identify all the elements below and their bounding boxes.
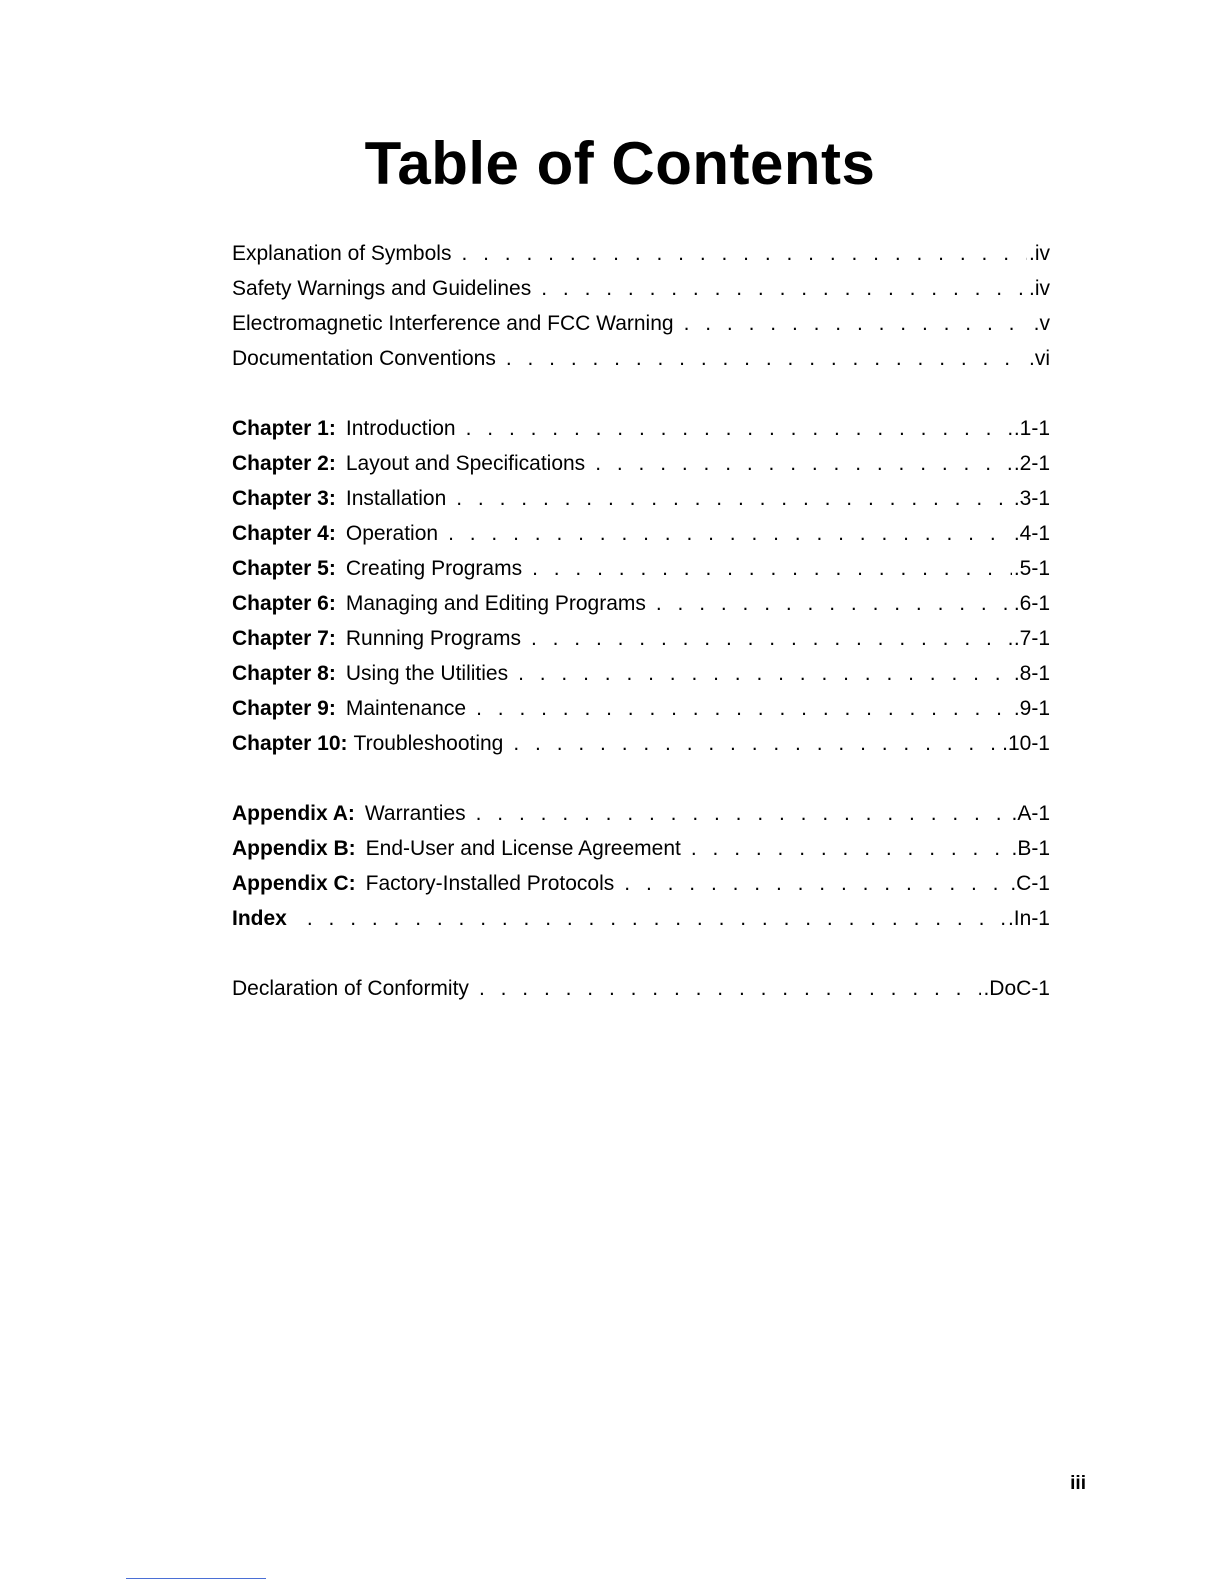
chapter-title: Maintenance	[345, 697, 467, 720]
dot-leader	[476, 691, 1012, 726]
chapter-title: Using the Utilities	[345, 662, 509, 685]
chapter-title: Creating Programs	[345, 557, 523, 580]
chapter-title: Layout and Specifications	[345, 452, 586, 475]
toc-entry-label	[232, 726, 503, 761]
toc-entry-chapter-8[interactable]	[232, 656, 1050, 691]
toc-entry-chapter-2[interactable]	[232, 446, 1050, 481]
dot-leader	[448, 516, 1012, 551]
chapter-title: Running Programs	[345, 627, 521, 650]
toc-entry-label	[232, 656, 508, 691]
toc-entry-label	[232, 621, 521, 656]
toc-entry-emi-fcc-warning[interactable]	[232, 306, 1050, 341]
chapter-prefix: Chapter 8:	[232, 662, 336, 685]
toc-entry-page: .C-1	[1010, 872, 1050, 895]
chapter-prefix: Chapter 6:	[232, 592, 336, 615]
chapter-title: Managing and Editing Programs	[345, 592, 646, 615]
toc-entry-chapter-4[interactable]	[232, 516, 1050, 551]
toc-entry-label	[232, 796, 466, 831]
toc-entry-documentation-conventions[interactable]	[232, 341, 1050, 376]
appendix-title: End-User and License Agreement	[365, 837, 681, 860]
toc-entry-label	[232, 586, 646, 621]
toc-entry-chapter-6[interactable]	[232, 586, 1050, 621]
chapter-prefix: Chapter 5:	[232, 557, 336, 580]
toc-entry-chapter-5[interactable]	[232, 551, 1050, 586]
dot-leader	[532, 551, 1012, 586]
toc-entry-page: .6-1	[1013, 592, 1050, 615]
toc-entry-chapter-9[interactable]	[232, 691, 1050, 726]
dot-leader	[656, 586, 1012, 621]
toc-entry-page: .7-1	[1013, 627, 1050, 650]
toc-entry-page: .iv	[1029, 242, 1050, 265]
toc-entry-page: .In-1	[1007, 907, 1050, 930]
chapter-title: Introduction	[345, 417, 456, 440]
chapter-prefix: Chapter 7:	[232, 627, 336, 650]
toc-entry-label	[232, 866, 614, 901]
toc-entry-label	[232, 691, 466, 726]
toc-entry-chapter-7[interactable]	[232, 621, 1050, 656]
appendix-title: Warranties	[364, 802, 466, 825]
chapter-title: Operation	[345, 522, 439, 545]
toc-entry-page: .9-1	[1013, 697, 1050, 720]
toc-entry-page: .4-1	[1013, 522, 1050, 545]
page-number: iii	[1070, 1473, 1086, 1494]
toc-entry-page: .5-1	[1013, 557, 1050, 580]
chapter-title: Installation	[345, 487, 447, 510]
dot-leader	[466, 411, 1012, 446]
toc-entry-index[interactable]	[232, 901, 1050, 936]
toc-entry-label	[232, 551, 522, 586]
toc-entry-label: Safety Warnings and Guidelines	[232, 277, 532, 300]
dot-leader	[506, 341, 1027, 376]
dot-leader	[513, 726, 1000, 761]
toc-entry-label	[232, 901, 297, 936]
toc-entry-explanation-of-symbols[interactable]	[232, 236, 1050, 271]
footer-link-underline	[126, 1578, 266, 1579]
dot-leader	[461, 236, 1027, 271]
toc-entry-label: Documentation Conventions	[232, 347, 496, 370]
toc-entry-page: .10-1	[1002, 732, 1050, 755]
dot-leader	[624, 866, 1008, 901]
toc-entry-page: .3-1	[1013, 487, 1050, 510]
table-of-contents	[232, 236, 1050, 1006]
page-title: Table of Contents	[364, 130, 876, 197]
toc-entry-declaration-of-conformity[interactable]	[232, 971, 1050, 1006]
toc-entry-page: .A-1	[1011, 802, 1050, 825]
toc-entry-label: Declaration of Conformity	[232, 977, 469, 1000]
toc-entry-page: .2-1	[1013, 452, 1050, 475]
toc-entry-page: .DoC-1	[983, 977, 1050, 1000]
dot-leader	[541, 271, 1027, 306]
chapter-title: Troubleshooting	[353, 732, 504, 755]
chapter-prefix: Chapter 9:	[232, 697, 336, 720]
appendix-prefix: Appendix A:	[232, 802, 355, 825]
toc-entry-label	[232, 831, 681, 866]
toc-entry-appendix-a[interactable]	[232, 796, 1050, 831]
appendix-prefix: Appendix B:	[232, 837, 356, 860]
toc-entry-label	[232, 411, 456, 446]
chapter-prefix: Chapter 1:	[232, 417, 336, 440]
chapter-prefix: Chapter 10:	[232, 732, 348, 755]
toc-entry-label	[232, 446, 585, 481]
dot-leader	[691, 831, 1010, 866]
dot-leader	[595, 446, 1012, 481]
dot-leader	[307, 901, 1006, 936]
toc-entry-label: Explanation of Symbols	[232, 242, 452, 265]
chapter-prefix: Chapter 4:	[232, 522, 336, 545]
dot-leader	[531, 621, 1012, 656]
appendix-prefix: Appendix C:	[232, 872, 356, 895]
toc-entry-label	[232, 481, 446, 516]
toc-entry-label	[232, 516, 438, 551]
toc-entry-page: .v	[1033, 312, 1050, 335]
toc-entry-appendix-b[interactable]	[232, 831, 1050, 866]
chapter-prefix: Chapter 2:	[232, 452, 336, 475]
toc-entry-page: .1-1	[1013, 417, 1050, 440]
toc-entry-page: .vi	[1029, 347, 1050, 370]
toc-entry-page: .iv	[1029, 277, 1050, 300]
toc-entry-label: Electromagnetic Interference and FCC Warning	[232, 312, 674, 335]
toc-entry-safety-warnings[interactable]	[232, 271, 1050, 306]
toc-entry-chapter-1[interactable]	[232, 411, 1050, 446]
dot-leader	[476, 796, 1010, 831]
dot-leader	[479, 971, 982, 1006]
toc-entry-page: .8-1	[1013, 662, 1050, 685]
dot-leader	[456, 481, 1012, 516]
dot-leader	[518, 656, 1012, 691]
appendix-title: Factory-Installed Protocols	[365, 872, 615, 895]
dot-leader	[684, 306, 1032, 341]
toc-entry-chapter-10[interactable]	[232, 726, 1050, 761]
chapter-prefix: Chapter 3:	[232, 487, 336, 510]
toc-entry-appendix-c[interactable]	[232, 866, 1050, 901]
toc-entry-chapter-3[interactable]	[232, 481, 1050, 516]
index-prefix: Index	[232, 907, 287, 930]
toc-entry-page: .B-1	[1011, 837, 1050, 860]
